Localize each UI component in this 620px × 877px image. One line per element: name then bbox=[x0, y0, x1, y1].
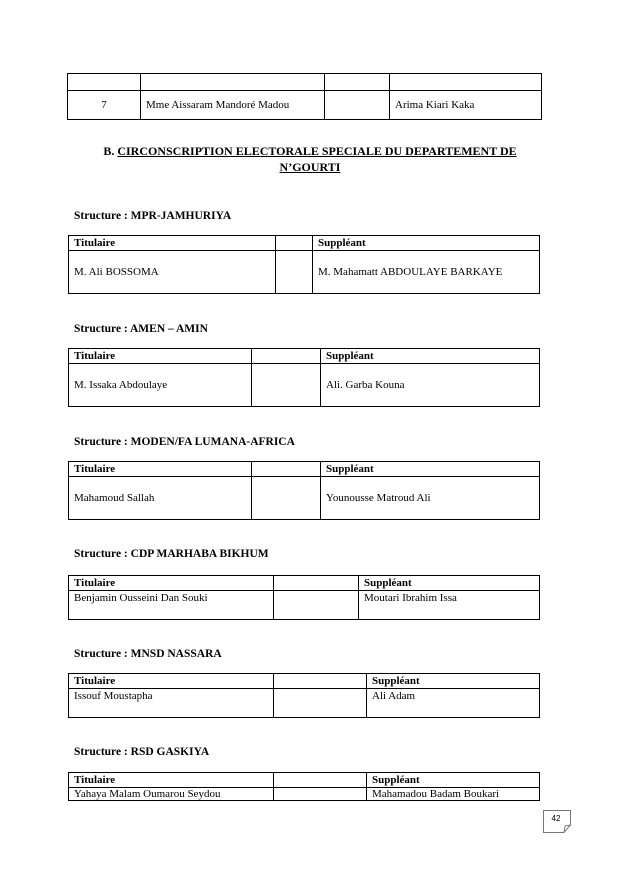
titulaire-cell: Mahamoud Sallah bbox=[69, 477, 252, 520]
structure-table: Titulaire Suppléant Mahamoud Sallah Younousse Matroud Ali bbox=[68, 461, 540, 520]
suppleant-cell: Arima Kiari Kaka bbox=[390, 91, 542, 120]
suppleant-cell: M. Mahamatt ABDOULAYE BARKAYE bbox=[313, 251, 540, 294]
structure-table: Titulaire Suppléant Benjamin Ousseini Dan Souki Moutari Ibrahim Issa bbox=[68, 575, 540, 620]
structure-label: Structure : MPR-JAMHURIYA bbox=[74, 210, 232, 222]
suppleant-cell: Ali Adam bbox=[367, 689, 540, 718]
structure-table: Titulaire Suppléant M. Ali BOSSOMA M. Mahamatt ABDOULAYE BARKAYE bbox=[68, 235, 540, 294]
titulaire-cell: Issouf Moustapha bbox=[69, 689, 274, 718]
suppleant-cell: Younousse Matroud Ali bbox=[321, 477, 540, 520]
structure-label: Structure : AMEN – AMIN bbox=[74, 323, 208, 335]
structure-table: Titulaire Suppléant Yahaya Malam Oumarou Seydou Mahamadou Badam Boukari bbox=[68, 772, 540, 801]
structure-table: Titulaire Suppléant M. Issaka Abdoulaye Ali. Garba Kouna bbox=[68, 348, 540, 407]
titulaire-cell: Mme Aissaram Mandoré Madou bbox=[141, 91, 325, 120]
page-number: 42 bbox=[551, 814, 561, 823]
structure-label: Structure : CDP MARHABA BIKHUM bbox=[74, 548, 269, 560]
suppleant-cell: Ali. Garba Kouna bbox=[321, 364, 540, 407]
titulaire-cell: Benjamin Ousseini Dan Souki bbox=[69, 591, 274, 620]
candidates-table-continued bbox=[67, 73, 542, 120]
structure-label: Structure : MODEN/FA LUMANA-AFRICA bbox=[74, 436, 295, 448]
page-number-badge bbox=[543, 810, 573, 834]
row-number: 7 bbox=[68, 91, 141, 120]
structure-label: Structure : MNSD NASSARA bbox=[74, 648, 222, 660]
section-title: B. CIRCONSCRIPTION ELECTORALE SPECIALE DU DEPARTEMENT DE N’GOURTI bbox=[103, 144, 517, 174]
structure-label: Structure : RSD GASKIYA bbox=[74, 746, 210, 758]
suppleant-cell: Moutari Ibrahim Issa bbox=[359, 591, 540, 620]
titulaire-cell: M. Ali BOSSOMA bbox=[69, 251, 276, 294]
suppleant-cell: Mahamadou Badam Boukari bbox=[367, 788, 540, 801]
titulaire-cell: Yahaya Malam Oumarou Seydou bbox=[69, 788, 274, 801]
titulaire-cell: M. Issaka Abdoulaye bbox=[69, 364, 252, 407]
structure-table: Titulaire Suppléant Issouf Moustapha Ali Adam bbox=[68, 673, 540, 718]
